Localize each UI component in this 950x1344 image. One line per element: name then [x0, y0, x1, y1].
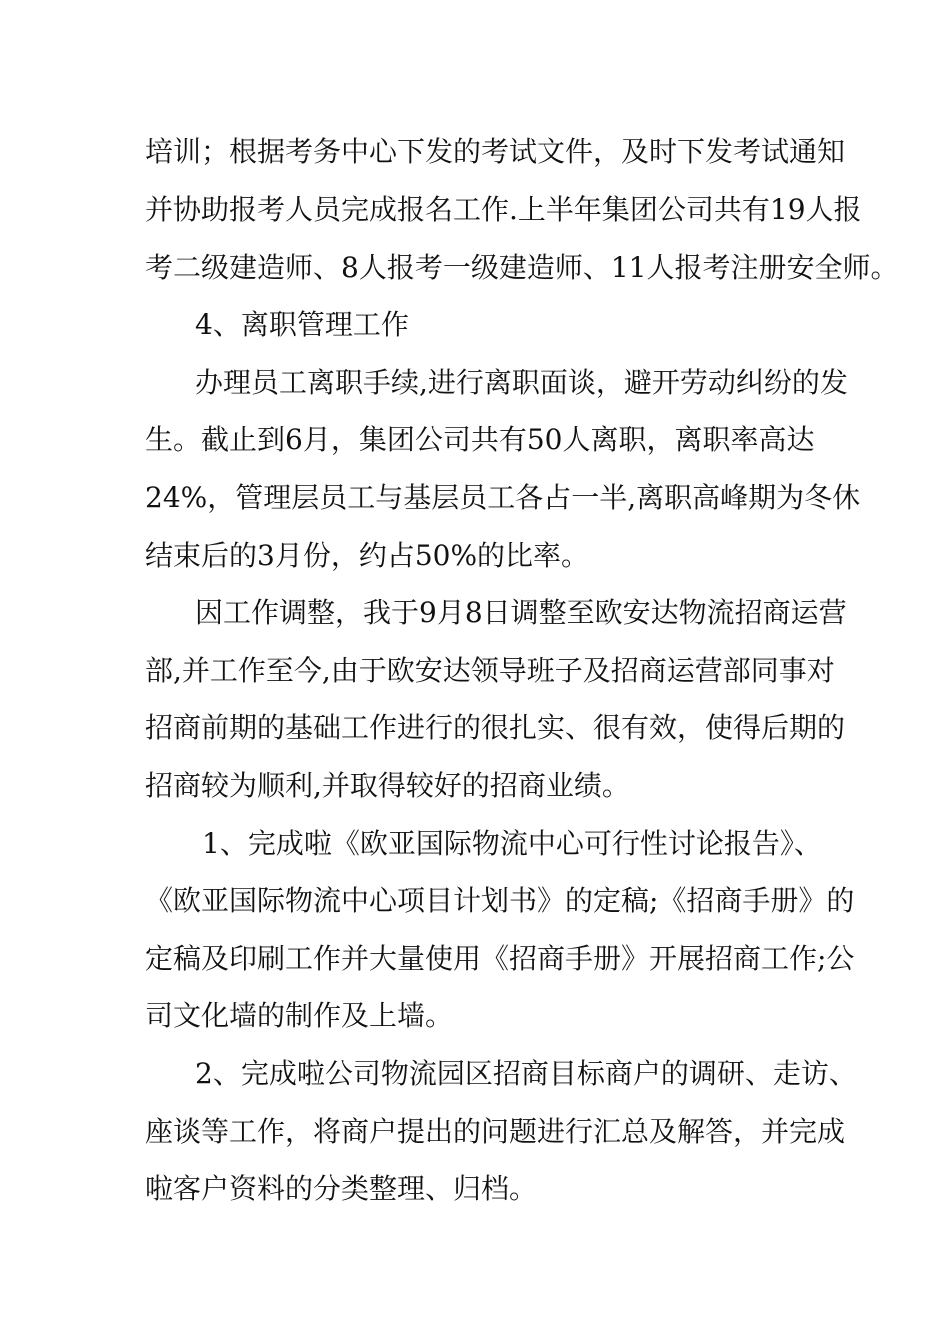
text-line: 座谈等工作，将商户提出的问题进行汇总及解答，并完成 — [145, 1115, 846, 1148]
list-item: 2、完成啦公司物流园区招商目标商户的调研、走访、 — [195, 1057, 857, 1090]
text-line: 招商较为顺利,并取得较好的招商业绩。 — [145, 769, 630, 802]
text-line: 《欧亚国际物流中心项目计划书》的定稿;《招商手册》的 — [145, 884, 855, 917]
text-line: 并协助报考人员完成报名工作.上半年集团公司共有19人报 — [145, 193, 862, 226]
section-heading: 4、离职管理工作 — [195, 308, 409, 341]
list-item: 1、完成啦《欧亚国际物流中心可行性讨论报告》、 — [202, 827, 822, 860]
text-line: 司文化墙的制作及上墙。 — [145, 999, 454, 1032]
text-line: 啦客户资料的分类整理、归档。 — [145, 1172, 538, 1205]
text-line: 招商前期的基础工作进行的很扎实、很有效，使得后期的 — [145, 711, 846, 744]
text-line: 定稿及印刷工作并大量使用《招商手册》开展招商工作;公 — [145, 942, 855, 975]
text-line: 部,并工作至今,由于欧安达领导班子及招商运营部同事对 — [145, 654, 835, 687]
text-line: 结束后的3月份，约占50%的比率。 — [145, 539, 590, 572]
text-line: 办理员工离职手续,进行离职面谈，避开劳动纠纷的发 — [195, 366, 848, 399]
text-line: 生。截止到6月，集团公司共有50人离职，离职率高达 — [145, 423, 815, 456]
text-line: 考二级建造师、8人报考一级建造师、11人报考注册安全师。 — [145, 251, 899, 284]
text-line: 培训；根据考务中心下发的考试文件，及时下发考试通知 — [145, 135, 846, 168]
text-line: 因工作调整，我于9月8日调整至欧安达物流招商运营 — [195, 596, 847, 629]
text-line: 24%，管理层员工与基层员工各占一半,离职高峰期为冬休 — [145, 481, 861, 514]
